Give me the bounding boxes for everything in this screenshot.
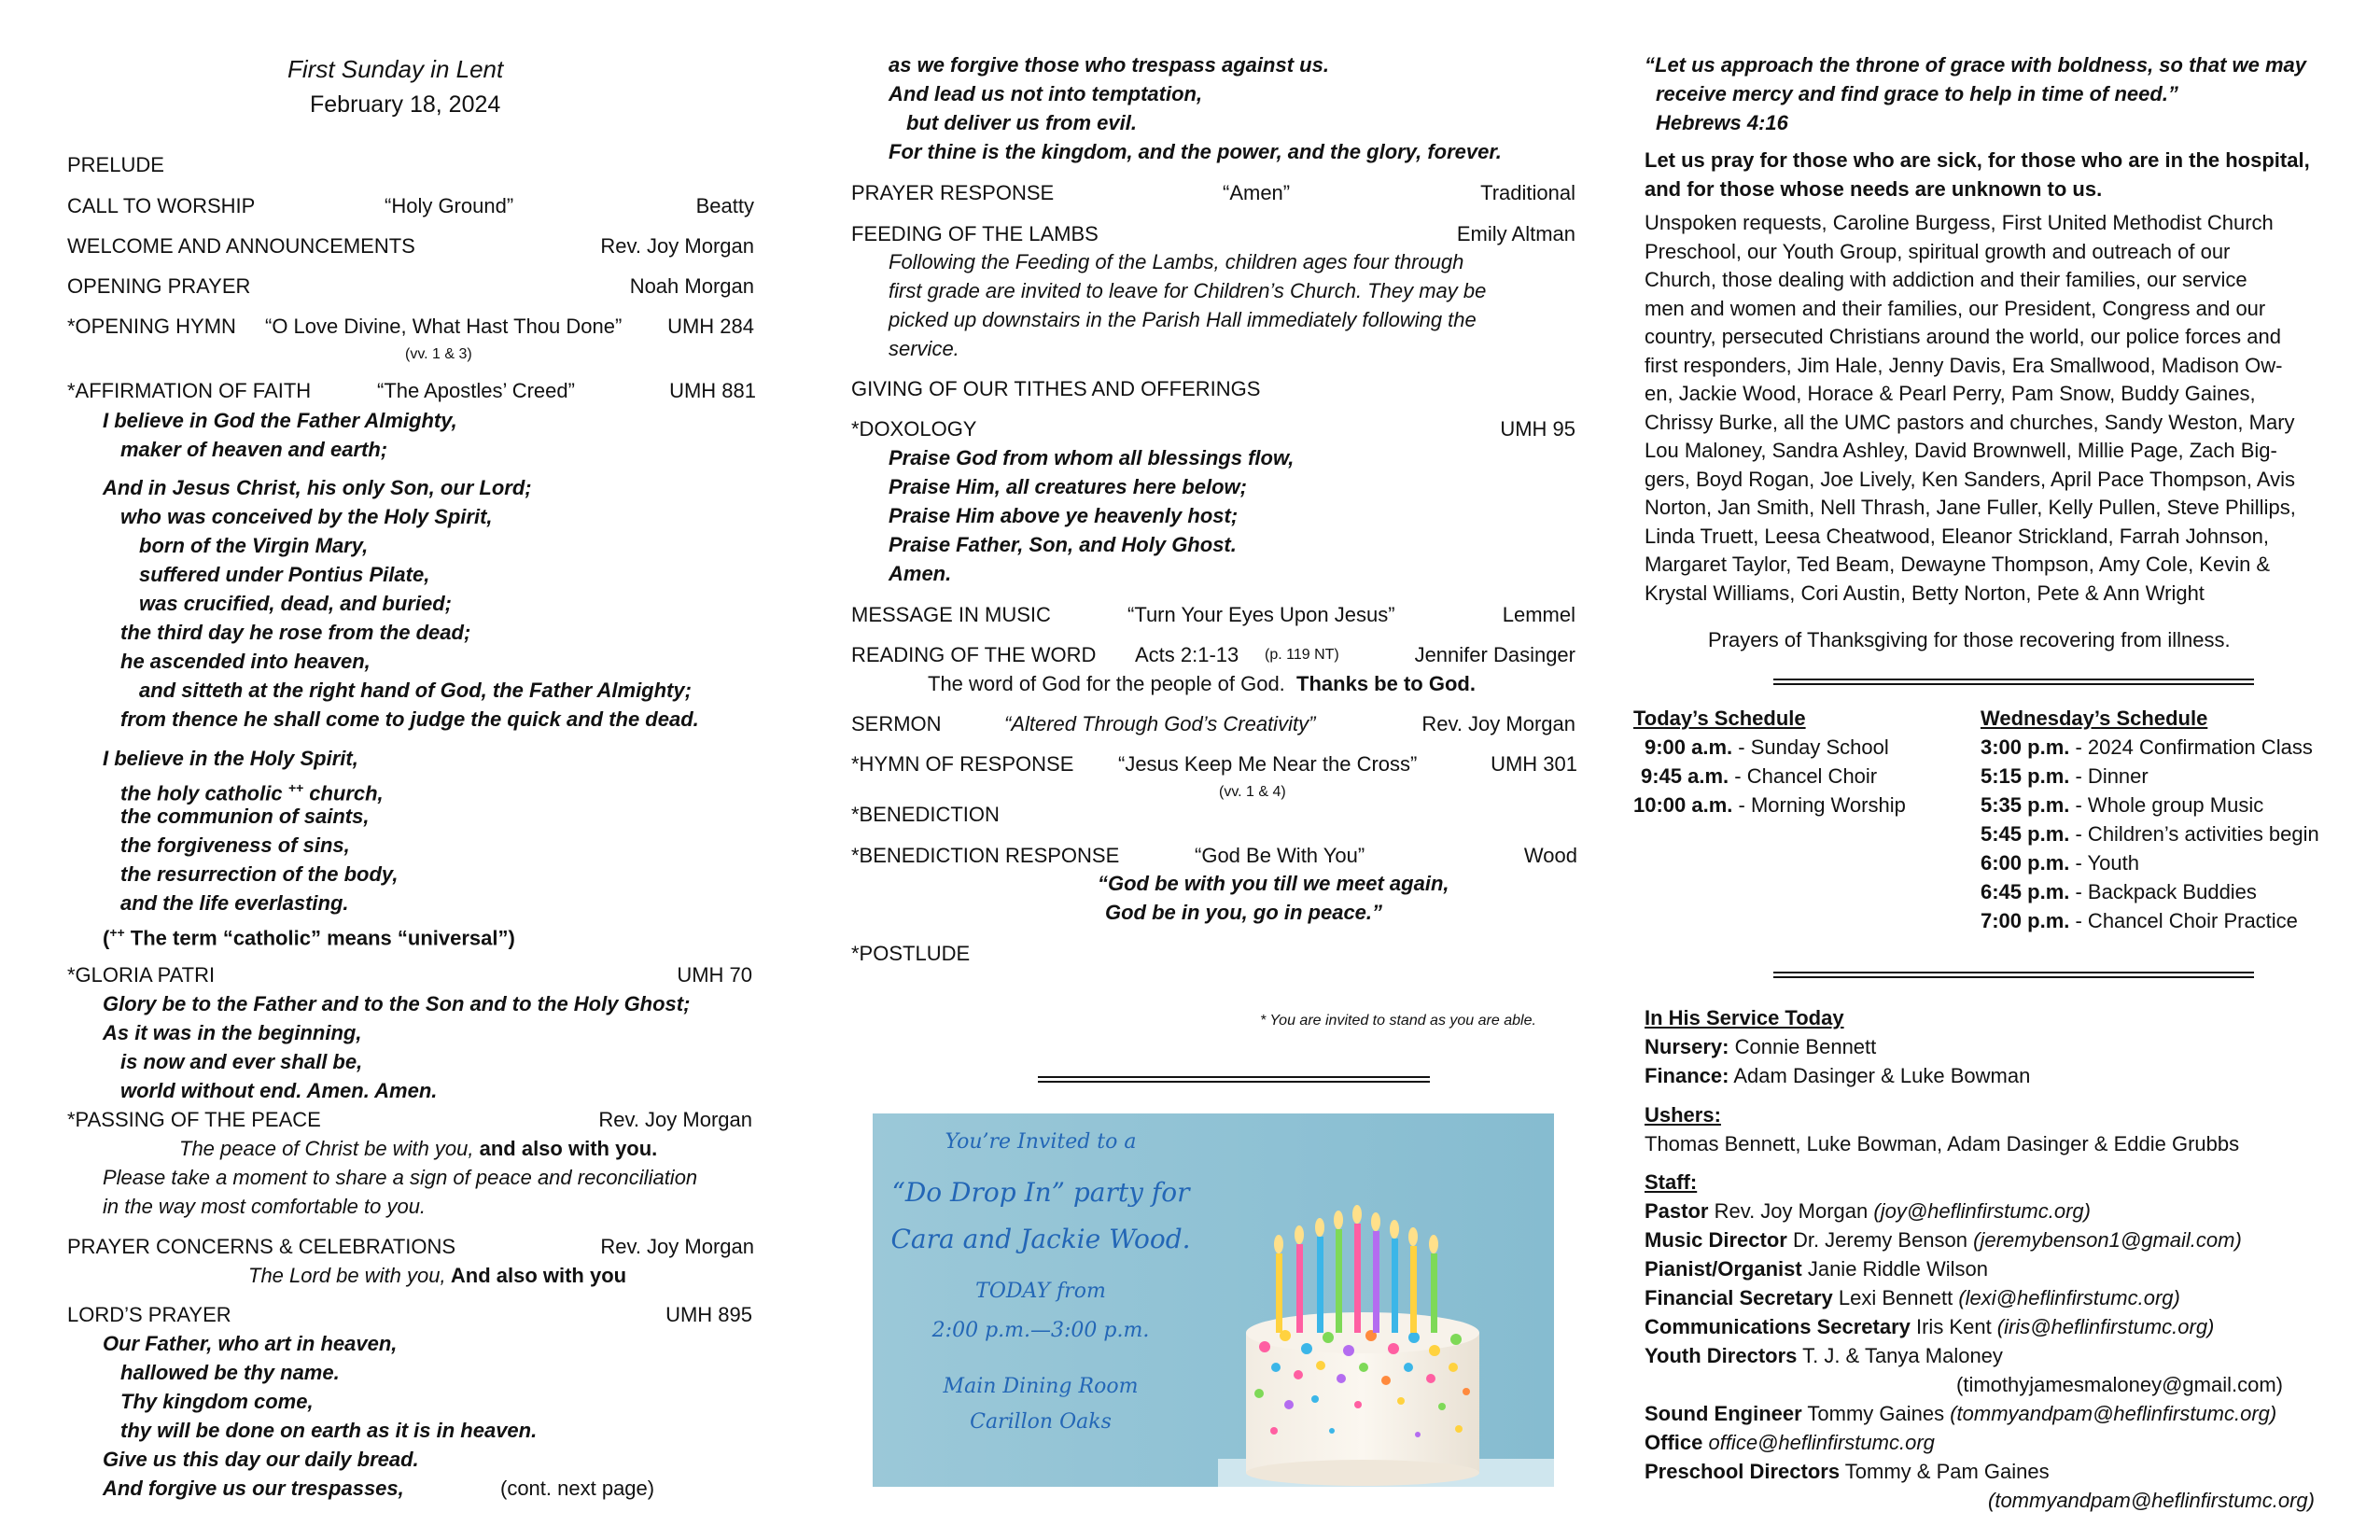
reading-response: The word of God for the people of God. Thanks be to God.	[928, 672, 1476, 695]
gloria-line: world without end. Amen. Amen.	[120, 1079, 438, 1102]
thanksgiving-line: Prayers of Thanksgiving for those recovering from illness.	[1708, 628, 2231, 651]
benediction-response-line: “God be with you till we meet again,	[1098, 872, 1449, 895]
invitation-line: Main Dining Room	[943, 1375, 1139, 1398]
preschool-email: (tommyandpam@heflinfirstumc.org)	[1988, 1489, 2315, 1512]
schedule-item: 5:15 p.m. - Dinner	[1981, 764, 2149, 788]
prayer-list-line: country, persecuted Christians around the world, our police forces and	[1645, 325, 2281, 348]
staff-line: Pianist/Organist Janie Riddle Wilson	[1645, 1257, 1989, 1281]
prayer-heading: Let us pray for those who are sick, for those who are in the hospital,	[1645, 148, 2310, 172]
creed-line: And in Jesus Christ, his only Son, our Lord;	[103, 476, 532, 499]
creed-line: I believe in God the Father Almighty,	[103, 409, 457, 432]
gloria-line: is now and ever shall be,	[120, 1050, 363, 1073]
wednesday-schedule-title: Wednesday’s Schedule	[1981, 707, 2208, 730]
hymn-response-verses: (vv. 1 & 4)	[1219, 784, 1286, 800]
creed-line: he ascended into heaven,	[120, 650, 371, 673]
creed-line: the third day he rose from the dead;	[120, 621, 471, 644]
lords-prayer-line: hallowed be thy name.	[120, 1361, 340, 1384]
youth-email: (timothyjamesmaloney@gmail.com)	[1956, 1373, 2283, 1396]
staff-line: Communications Secretary Iris Kent (iris@heflinfirstumc.org)	[1645, 1315, 2215, 1338]
ushers-title: Ushers:	[1645, 1103, 1721, 1127]
creed-marker: ++	[287, 780, 304, 795]
doxology-line: Praise Him above ye heavenly host;	[889, 504, 1239, 527]
benediction-response-row: *BENEDICTION RESPONSE “God Be With You” Wood	[851, 844, 1577, 867]
lords-prayer-cont-line: And lead us not into temptation,	[889, 82, 1203, 105]
lords-prayer-line: thy will be done on earth as it is in heaven.	[120, 1419, 538, 1442]
service-date: February 18, 2024	[310, 91, 501, 118]
lords-prayer-line: And forgive us our trespasses,	[103, 1477, 404, 1500]
prelude-label: PRELUDE	[67, 153, 164, 176]
creed-line: the resurrection of the body,	[120, 862, 399, 886]
section-divider	[1773, 678, 2254, 687]
service-title: First Sunday in Lent	[287, 55, 504, 83]
creed-line: and sitteth at the right hand of God, the Father Almighty;	[139, 679, 692, 702]
invitation-line: Cara and Jackie Wood.	[890, 1224, 1191, 1254]
staff-line: Music Director Dr. Jeremy Benson (jeremybenson1@gmail.com)	[1645, 1228, 2242, 1252]
prayer-list-line: men and women and their families, our President, Congress and our	[1645, 296, 2266, 320]
nursery-line: Nursery: Connie Bennett	[1645, 1035, 1877, 1058]
prayer-list-line: gers, Boyd Rogan, Joe Lively, Ken Sanders, April Pace Thompson, Avis	[1645, 467, 2296, 491]
today-schedule-title: Today’s Schedule	[1633, 707, 1806, 730]
schedule-item: 5:45 p.m. - Children’s activities begin	[1981, 822, 2319, 846]
sermon-row: SERMON “Altered Through God’s Creativity” Rev. Joy Morgan	[851, 712, 1575, 735]
staff-line: Youth Directors T. J. & Tanya Maloney	[1645, 1344, 2003, 1367]
staff-title: Staff:	[1645, 1170, 1698, 1194]
benediction-label: *BENEDICTION	[851, 803, 1000, 826]
doxology-line: Amen.	[889, 562, 952, 585]
doxology-line: Praise Him, all creatures here below;	[889, 475, 1247, 498]
scripture-quote: receive mercy and find grace to help in time of need.”	[1656, 82, 2178, 105]
feeding-text: service.	[889, 337, 959, 360]
lords-prayer-row: LORD’S PRAYER UMH 895	[67, 1303, 752, 1326]
prayer-response-row: PRAYER RESPONSE “Amen” Traditional	[851, 181, 1575, 204]
creed-line: from thence he shall come to judge the quick and the dead.	[120, 707, 699, 731]
feeding-text: Following the Feeding of the Lambs, children ages four through	[889, 250, 1464, 273]
creed-line: the communion of saints,	[120, 805, 370, 828]
peace-response: The peace of Christ be with you, and also with you.	[179, 1137, 658, 1160]
prayer-list-line: Krystal Williams, Cori Austin, Betty Norton, Pete & Ann Wright	[1645, 581, 2205, 605]
affirmation-row: *AFFIRMATION OF FAITH “The Apostles’ Creed” UMH 881	[67, 379, 756, 402]
creed-line: born of the Virgin Mary,	[139, 534, 369, 557]
invitation-card	[873, 1113, 1554, 1487]
sound-engineer-line: Sound Engineer Tommy Gaines (tommyandpam@heflinfirstumc.org)	[1645, 1402, 2277, 1425]
prayer-list-line: Margaret Taylor, Ted Beam, Dewayne Thompson, Amy Cole, Kevin &	[1645, 553, 2271, 576]
welcome-row: WELCOME AND ANNOUNCEMENTS Rev. Joy Morgan	[67, 234, 754, 258]
prayer-list-line: Lou Maloney, Sandra Ashley, David Brownwell, Millie Page, Zach Big-	[1645, 439, 2277, 462]
feeding-text: first grade are invited to leave for Children’s Church. They may be	[889, 279, 1487, 302]
invitation-line: “Do Drop In” party for	[891, 1177, 1190, 1208]
reading-row: READING OF THE WORD Acts 2:1-13 (p. 119 NT) Jennifer Dasinger	[851, 643, 1575, 666]
opening-hymn-row: *OPENING HYMN “O Love Divine, What Hast Thou Done” UMH 284	[67, 315, 754, 338]
prayer-list-line: Chrissy Burke, all the UMC pastors and churches, Sandy Weston, Mary	[1645, 410, 2295, 434]
creed-note: (++ The term “catholic” means “universal”)	[103, 925, 515, 950]
prayer-heading: and for those whose needs are unknown to us.	[1645, 177, 2103, 201]
peace-note: Please take a moment to share a sign of peace and reconciliation	[103, 1166, 698, 1189]
postlude-label: *POSTLUDE	[851, 942, 971, 965]
invitation-line: TODAY from	[975, 1280, 1106, 1303]
schedule-item: 6:00 p.m. - Youth	[1981, 851, 2140, 875]
call-to-worship-row: CALL TO WORSHIP “Holy Ground” Beatty	[67, 194, 754, 217]
service-today-title: In His Service Today	[1645, 1006, 1844, 1029]
lords-prayer-cont-line: but deliver us from evil.	[906, 111, 1137, 134]
stand-note: * You are invited to stand as you are able.	[1260, 1013, 1536, 1029]
schedule-item: 7:00 p.m. - Chancel Choir Practice	[1981, 909, 2298, 932]
peace-row: *PASSING OF THE PEACE Rev. Joy Morgan	[67, 1108, 752, 1131]
message-in-music-row: MESSAGE IN MUSIC “Turn Your Eyes Upon Jesus” Lemmel	[851, 603, 1575, 626]
prayer-list-line: Unspoken requests, Caroline Burgess, First United Methodist Church	[1645, 211, 2274, 234]
benediction-response-line: God be in you, go in peace.”	[1105, 901, 1383, 924]
continued-note: (cont. next page)	[500, 1477, 655, 1500]
prayer-list-line: Church, those dealing with addiction and their families, our service	[1645, 268, 2247, 291]
section-divider	[1773, 971, 2254, 980]
ushers-list: Thomas Bennett, Luke Bowman, Adam Dasinger & Eddie Grubbs	[1645, 1132, 2240, 1155]
hymn-response-row: *HYMN OF RESPONSE “Jesus Keep Me Near the Cross” UMH 301	[851, 752, 1577, 776]
scripture-quote: “Let us approach the throne of grace with boldness, so that we may	[1645, 53, 2307, 77]
creed-line: maker of heaven and earth;	[120, 438, 388, 461]
creed-line: the forgiveness of sins,	[120, 833, 350, 857]
opening-prayer-row: OPENING PRAYER Noah Morgan	[67, 274, 754, 298]
lords-prayer-cont-line: as we forgive those who trespass against us.	[889, 53, 1329, 77]
invitation-line: Carillon Oaks	[970, 1410, 1112, 1434]
prayer-list-line: Preschool, our Youth Group, spiritual growth and outreach of our	[1645, 239, 2231, 263]
lords-prayer-line: Our Father, who art in heaven,	[103, 1332, 398, 1355]
prayer-list-line: en, Jackie Wood, Horace & Pearl Perry, Pam Snow, Buddy Gaines,	[1645, 382, 2256, 405]
lords-prayer-line: Give us this day our daily bread.	[103, 1448, 419, 1471]
feeding-row: FEEDING OF THE LAMBS Emily Altman	[851, 222, 1575, 245]
schedule-item: 10:00 a.m. - Morning Worship	[1633, 793, 1906, 817]
creed-line: was crucified, dead, and buried;	[139, 592, 452, 615]
birthday-cake-illustration	[1218, 1151, 1554, 1487]
doxology-row: *DOXOLOGY UMH 95	[851, 417, 1575, 441]
schedule-item: 3:00 p.m. - 2024 Confirmation Class	[1981, 735, 2313, 759]
preschool-line: Preschool Directors Tommy & Pam Gaines	[1645, 1460, 2050, 1483]
schedule-item: 9:45 a.m. - Chancel Choir	[1641, 764, 1878, 788]
schedule-item: 6:45 p.m. - Backpack Buddies	[1981, 880, 2257, 903]
lords-prayer-line: Thy kingdom come,	[120, 1390, 314, 1413]
feeding-text: picked up downstairs in the Parish Hall immediately following the	[889, 308, 1477, 331]
concerns-response: The Lord be with you, And also with you	[248, 1264, 627, 1287]
creed-line: I believe in the Holy Spirit,	[103, 747, 358, 770]
section-divider	[1038, 1075, 1430, 1085]
creed-line: the holy catholic ++ church,	[120, 780, 384, 805]
creed-line: suffered under Pontius Pilate,	[139, 563, 430, 586]
gloria-row: *GLORIA PATRI UMH 70	[67, 963, 752, 987]
finance-line: Finance: Adam Dasinger & Luke Bowman	[1645, 1064, 2031, 1087]
schedule-item: 5:35 p.m. - Whole group Music	[1981, 793, 2264, 817]
opening-hymn-verses: (vv. 1 & 3)	[405, 346, 472, 362]
doxology-line: Praise Father, Son, and Holy Ghost.	[889, 533, 1237, 556]
prayer-list-line: Linda Truett, Leesa Cheatwood, Eleanor Strickland, Farrah Johnson,	[1645, 524, 2269, 548]
staff-line: Pastor Rev. Joy Morgan (joy@heflinfirstumc.org)	[1645, 1199, 2091, 1223]
concerns-row: PRAYER CONCERNS & CELEBRATIONS Rev. Joy Morgan	[67, 1235, 754, 1258]
giving-label: GIVING OF OUR TITHES AND OFFERINGS	[851, 377, 1261, 400]
scripture-reference: Hebrews 4:16	[1656, 111, 1788, 134]
creed-line: who was conceived by the Holy Spirit,	[120, 505, 493, 528]
prayer-list-line: first responders, Jim Hale, Jenny Davis, Era Smallwood, Madison Ow-	[1645, 353, 2283, 377]
gloria-line: Glory be to the Father and to the Son and to the Holy Ghost;	[103, 992, 691, 1015]
invitation-line: You’re Invited to a	[945, 1130, 1137, 1154]
creed-line: and the life everlasting.	[120, 891, 349, 915]
gloria-line: As it was in the beginning,	[103, 1021, 362, 1044]
peace-note: in the way most comfortable to you.	[103, 1195, 427, 1218]
prayer-list-line: Norton, Jan Smith, Nell Thrash, Jane Fuller, Kelly Pullen, Steve Phillips,	[1645, 496, 2296, 519]
schedule-item: 9:00 a.m. - Sunday School	[1645, 735, 1889, 759]
doxology-line: Praise God from whom all blessings flow,	[889, 446, 1295, 469]
staff-line: Financial Secretary Lexi Bennett (lexi@heflinfirstumc.org)	[1645, 1286, 2180, 1309]
invitation-line: 2:00 p.m.—3:00 p.m.	[931, 1319, 1150, 1342]
lords-prayer-cont-line: For thine is the kingdom, and the power, and the glory, forever.	[889, 140, 1502, 163]
office-line: Office office@heflinfirstumc.org	[1645, 1431, 1935, 1454]
